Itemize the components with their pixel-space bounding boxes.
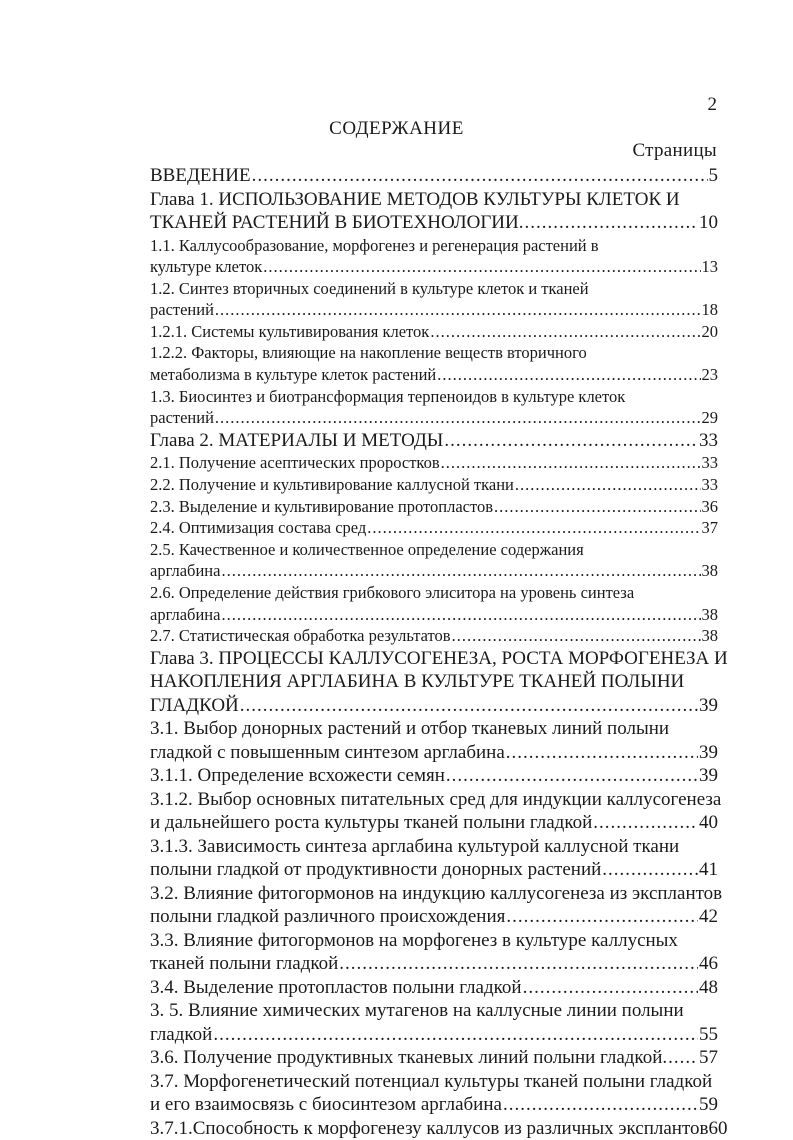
toc-page-number: 41 xyxy=(699,859,718,881)
toc-page-number: 33 xyxy=(699,429,718,451)
toc-page-number: 33 xyxy=(701,453,718,473)
toc-entry xyxy=(150,788,722,835)
toc-entry-text: и дальнейшего роста культуры тканей полыни гладкой xyxy=(150,812,593,834)
toc-entry xyxy=(150,976,718,1000)
toc-page-number: 55 xyxy=(699,1023,718,1045)
toc-entry-text: ТКАНЕЙ РАСТЕНИЙ В БИОТЕХНОЛОГИИ. xyxy=(150,212,524,233)
toc-entry xyxy=(150,539,718,582)
toc-entry-text: 3. 5. Влияние химических мутагенов на каллусные линии полыни xyxy=(150,1000,684,1022)
dot-leader xyxy=(506,905,698,929)
toc-page-number: 38 xyxy=(701,604,718,624)
toc-entry-text: и его взаимосвязь с биосинтезом арглабина xyxy=(150,1094,502,1116)
toc-entry-text: Глава 3. ПРОЦЕССЫ КАЛЛУСОГЕНЕЗА, РОСТА МОРФОГЕНЕЗА И xyxy=(150,647,728,669)
toc-entry-text: 2.7. Статистическая обработка результатов xyxy=(150,626,451,646)
toc-page-number: 57 xyxy=(699,1047,718,1069)
toc-entry xyxy=(150,835,718,882)
dot-leader xyxy=(252,164,708,188)
dot-leader xyxy=(503,1093,698,1117)
toc-entry-text: полыни гладкой различного происхождения xyxy=(150,906,506,928)
dot-leader xyxy=(593,811,698,835)
dot-leader xyxy=(339,952,698,976)
dot-leader xyxy=(523,976,698,1000)
toc-entry-text: Глава 1. ИСПОЛЬЗОВАНИЕ МЕТОДОВ КУЛЬТУРЫ КЛЕТОК И xyxy=(150,188,680,210)
toc-entry-text: 3.1.3. Зависимость синтеза арглабина культурой каллусной ткани xyxy=(150,835,680,857)
dot-leader xyxy=(221,560,700,582)
toc-entry-text: 3.2. Влияние фитогормонов на индукцию каллусогенеза из эксплантов xyxy=(150,882,723,904)
dot-leader xyxy=(446,764,698,788)
toc-entry xyxy=(150,452,718,474)
toc-entry-text: 2.5. Качественное и количественное определение содержания xyxy=(150,539,584,559)
toc-entry xyxy=(150,764,718,788)
dot-leader xyxy=(221,604,700,626)
toc-entry-text: 1.2.1. Системы культивирования клеток xyxy=(150,321,430,341)
dot-leader xyxy=(263,256,700,278)
toc-entry-text: гладкой xyxy=(150,1023,213,1045)
toc-page-number: 38 xyxy=(701,561,718,581)
toc-entry-text: 2.6. Определение действия грибкового элиситора на уровень синтеза xyxy=(150,582,635,602)
toc-page-number: 46 xyxy=(699,953,718,975)
toc-entry-text: культуре клеток xyxy=(150,257,263,277)
toc-entry-text: 3.7. Морфогенетический потенциал культуры тканей полыни гладкой xyxy=(150,1070,713,1092)
dot-leader xyxy=(452,625,701,647)
dot-leader xyxy=(444,429,698,453)
dot-leader xyxy=(441,452,701,474)
toc-entry-text: 2.3. Выделение и культивирование протопластов xyxy=(150,496,494,516)
toc-page-number: 48 xyxy=(699,976,718,998)
toc-page-number: 20 xyxy=(701,321,718,341)
toc-entry xyxy=(150,429,718,453)
toc-entry xyxy=(150,625,718,647)
toc-entry-text: 3.3. Влияние фитогормонов на морфогенез в культуре каллусных xyxy=(150,929,678,951)
dot-leader xyxy=(668,1046,698,1070)
toc-entry-text: тканей полыни гладкой xyxy=(150,953,339,975)
dot-leader xyxy=(215,299,701,321)
toc-page-number: 39 xyxy=(699,741,718,763)
toc-entry-text: метаболизма в культуре клеток растений xyxy=(150,365,437,385)
toc-page-number: 39 xyxy=(699,694,718,716)
toc-page-number: 5 xyxy=(708,165,718,186)
toc-entry-text: ГЛАДКОЙ xyxy=(150,694,239,716)
toc-page-number: 37 xyxy=(701,518,718,538)
pages-column-label: Страницы xyxy=(632,140,717,161)
toc-entry xyxy=(150,999,718,1046)
toc-entry xyxy=(150,235,718,278)
toc-entry-text: 2.1. Получение асептических проростков xyxy=(150,453,440,473)
toc-entry-text: 3.1.2. Выбор основных питательных сред для индукции каллусогенеза xyxy=(150,788,722,810)
dot-leader xyxy=(515,474,701,496)
toc-entry-text: арглабина xyxy=(150,561,221,581)
toc-entry-text: 3.1. Выбор донорных растений и отбор тканевых линий полыни xyxy=(150,718,670,740)
toc-page-number: 59 xyxy=(699,1094,718,1116)
toc-entry-text: 3.6. Получение продуктивных тканевых линий полыни гладкой. xyxy=(150,1047,668,1069)
page-number: 2 xyxy=(707,94,717,115)
dot-leader xyxy=(525,211,699,235)
toc-entry-text: 1.3. Биосинтез и биотрансформация терпеноидов в культуре клеток xyxy=(150,386,626,406)
toc-entry xyxy=(150,517,718,539)
toc-entry-text: 1.2.2. Факторы, влияющие на накопление веществ вторичного xyxy=(150,343,587,363)
toc-entry xyxy=(150,929,718,976)
dot-leader xyxy=(215,407,701,429)
toc-entry xyxy=(150,582,718,625)
toc-entry xyxy=(150,164,718,188)
toc-entry xyxy=(150,496,718,518)
toc-entry-text: растений xyxy=(150,408,214,428)
toc-entry-text: 2.2. Получение и культивирование каллусной ткани xyxy=(150,474,514,494)
dot-leader xyxy=(494,496,700,518)
toc-entry xyxy=(150,188,718,235)
toc-entry xyxy=(150,1070,718,1117)
toc-entry xyxy=(150,1117,728,1140)
dot-leader xyxy=(602,858,698,882)
toc-entry-text: 1.2. Синтез вторичных соединений в культуре клеток и тканей xyxy=(150,278,589,298)
dot-leader xyxy=(213,1023,698,1047)
page-title: СОДЕРЖАНИЕ xyxy=(329,118,464,139)
toc-entry-text: Глава 2. МАТЕРИАЛЫ И МЕТОДЫ xyxy=(150,429,444,451)
toc-entry xyxy=(150,321,718,343)
toc-entry xyxy=(150,647,728,718)
toc-entry-text: 2.4. Оптимизация состава сред xyxy=(150,518,367,538)
toc-entry xyxy=(150,342,718,385)
toc-page-number: 39 xyxy=(699,765,718,787)
toc-entry xyxy=(150,1046,718,1070)
toc-page-number: 33 xyxy=(701,474,718,494)
toc-page-number: 29 xyxy=(701,408,718,428)
dot-leader xyxy=(506,741,698,765)
toc-entry xyxy=(150,278,718,321)
toc-page-number: 13 xyxy=(701,257,718,277)
toc-entry-text: гладкой с повышенным синтезом арглабина xyxy=(150,741,505,763)
dot-leader xyxy=(240,694,698,718)
toc-entry-text: 3.7.1.Способность к морфогенезу каллусов из различных эксплантов xyxy=(150,1117,709,1139)
toc-entry xyxy=(150,882,723,929)
toc-entry-text: ВВЕДЕНИЕ xyxy=(150,165,251,186)
toc-entry xyxy=(150,474,718,496)
dot-leader xyxy=(430,321,700,343)
toc-page-number: 23 xyxy=(701,365,718,385)
toc-entry xyxy=(150,717,718,764)
toc-page-number: 38 xyxy=(701,626,718,646)
toc-entry-text: растений xyxy=(150,300,214,320)
toc-entry xyxy=(150,386,718,429)
toc-page-number: 10 xyxy=(699,212,718,233)
dot-leader xyxy=(437,364,700,386)
toc-entry-text: 1.1. Каллусообразование, морфогенез и регенерация растений в xyxy=(150,235,599,255)
toc-page-number: 40 xyxy=(699,812,718,834)
dot-leader xyxy=(367,517,700,539)
toc-entry-text: 3.4. Выделение протопластов полыни гладкой xyxy=(150,976,522,998)
table-of-contents xyxy=(150,164,728,1140)
toc-entry-text: полыни гладкой от продуктивности донорных растений xyxy=(150,859,602,881)
toc-page-number: 42 xyxy=(699,906,718,928)
toc-page-number: 60 xyxy=(708,1117,728,1139)
toc-entry-text: 3.1.1. Определение всхожести семян xyxy=(150,765,445,787)
toc-entry-text: арглабина xyxy=(150,604,221,624)
toc-page-number: 36 xyxy=(701,496,718,516)
toc-page-number: 18 xyxy=(701,300,718,320)
toc-entry-text: НАКОПЛЕНИЯ АРГЛАБИНА В КУЛЬТУРЕ ТКАНЕЙ ПОЛЫНИ xyxy=(150,671,685,693)
